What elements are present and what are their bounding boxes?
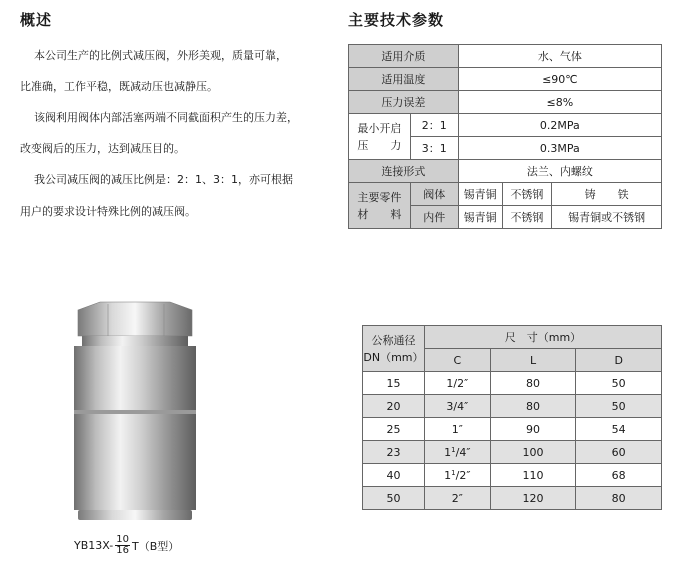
model-caption-frac-bottom: 16	[116, 545, 129, 556]
dim-d: 60	[576, 441, 662, 464]
dim-d: 68	[576, 464, 662, 487]
valve-base	[78, 510, 192, 520]
material-body-value-1: 锡青铜	[458, 183, 502, 206]
model-caption-suffix: T（B型）	[131, 539, 180, 553]
table-row	[363, 372, 662, 395]
dim-c-main: 1″	[451, 422, 463, 436]
valve-hex-top	[78, 302, 192, 336]
dim-header-dn	[363, 326, 425, 372]
param-label-materials-line1: 主要零件	[357, 190, 402, 204]
param-row-error	[349, 91, 662, 114]
dim-c-main: 2″	[451, 491, 463, 505]
intro-line-3: 该阀利用阀体内部活塞两端不同截面积产生的压力差，	[34, 111, 298, 124]
dim-dn: 25	[363, 418, 425, 441]
valve-seam	[74, 410, 196, 414]
intro-line-6: 用户的要求设计特殊比例的减压阀。	[20, 205, 196, 218]
param-label-temp: 适用温度	[349, 68, 459, 91]
valve-collar	[82, 336, 188, 346]
material-inner-value-3: 锡青铜或不锈钢	[552, 206, 662, 229]
param-row-temp	[349, 68, 662, 91]
param-value-connection: 法兰、内螺纹	[458, 160, 661, 183]
dim-col-c: C	[424, 349, 490, 372]
dim-c	[424, 441, 490, 464]
valve-product-image	[60, 300, 210, 522]
dim-c-main: 3/4″	[446, 399, 469, 413]
dim-l: 90	[490, 418, 576, 441]
param-value-temp: ≤90℃	[458, 68, 661, 91]
material-inner-label: 内件	[410, 206, 458, 229]
dim-d: 50	[576, 395, 662, 418]
dim-header-size: 尺 寸（mm）	[424, 326, 661, 349]
param-value-error: ≤8%	[458, 91, 661, 114]
dim-c-main: 1/2″	[446, 376, 469, 390]
material-body-label: 阀体	[410, 183, 458, 206]
dim-header-row-1	[363, 326, 662, 349]
params-heading: 主要技术参数	[348, 11, 445, 29]
dim-d: 50	[576, 372, 662, 395]
intro-line-5: 我公司减压阀的减压比例是：2：1、3：1，亦可根据	[34, 173, 293, 186]
dim-c-main: /2″	[455, 468, 471, 482]
material-inner-value-2: 不锈钢	[502, 206, 552, 229]
dim-c-pre: 1	[444, 445, 452, 459]
table-row	[363, 441, 662, 464]
model-caption-prefix: YB13X-	[74, 539, 114, 552]
param-row-connection	[349, 160, 662, 183]
intro-line-4: 改变阀后的压力，达到减压目的。	[20, 142, 185, 155]
dim-c	[424, 418, 490, 441]
dim-c-pre: 1	[444, 468, 452, 482]
param-label-min-open	[349, 114, 411, 160]
dim-c	[424, 372, 490, 395]
intro-line-1: 本公司生产的比例式减压阀，外形美观，质量可靠，	[34, 49, 287, 62]
params-table	[348, 44, 662, 229]
dim-d: 80	[576, 487, 662, 510]
param-ratio-1: 2：1	[410, 114, 458, 137]
dim-header-dn-line1: 公称通径	[371, 333, 416, 347]
intro-line-2: 比准确，工作平稳，既减动压也减静压。	[20, 80, 218, 93]
dim-d: 54	[576, 418, 662, 441]
dim-dn: 23	[363, 441, 425, 464]
dim-l: 120	[490, 487, 576, 510]
model-caption-frac-top: 10	[116, 534, 129, 545]
dim-c	[424, 487, 490, 510]
dim-c-sup: 1	[451, 468, 456, 477]
param-min-open-value-1: 0.2MPa	[458, 114, 661, 137]
material-inner-value-1: 锡青铜	[458, 206, 502, 229]
model-caption	[74, 535, 179, 556]
dim-c	[424, 395, 490, 418]
param-label-medium: 适用介质	[349, 45, 459, 68]
dim-col-d: D	[576, 349, 662, 372]
dim-l: 100	[490, 441, 576, 464]
dim-l: 110	[490, 464, 576, 487]
param-row-materials-body	[349, 183, 662, 206]
material-body-value-3: 铸 铁	[552, 183, 662, 206]
valve-upper-body	[74, 346, 196, 410]
table-row	[363, 487, 662, 510]
param-label-materials-line2: 材 料	[357, 207, 402, 221]
param-row-min-open-1	[349, 114, 662, 137]
dim-l: 80	[490, 395, 576, 418]
table-row	[363, 395, 662, 418]
param-label-min-open-line2: 压 力	[357, 138, 402, 152]
valve-lower-body	[74, 414, 196, 510]
param-label-materials	[349, 183, 411, 229]
table-row	[363, 464, 662, 487]
dim-dn: 40	[363, 464, 425, 487]
param-value-medium: 水、气体	[458, 45, 661, 68]
intro-heading: 概述	[20, 11, 53, 29]
dim-c-sup: 1	[451, 445, 456, 454]
param-ratio-2: 3：1	[410, 137, 458, 160]
material-body-value-2: 不锈钢	[502, 183, 552, 206]
dimensions-table	[362, 325, 662, 510]
dim-l: 80	[490, 372, 576, 395]
dim-c	[424, 464, 490, 487]
param-label-connection: 连接形式	[349, 160, 459, 183]
model-caption-fraction	[115, 535, 130, 556]
dim-c-main: /4″	[455, 445, 471, 459]
dim-dn: 15	[363, 372, 425, 395]
dim-header-dn-line2: DN（mm）	[363, 350, 424, 364]
dim-col-l: L	[490, 349, 576, 372]
param-label-min-open-line1: 最小开启	[357, 121, 402, 135]
param-min-open-value-2: 0.3MPa	[458, 137, 661, 160]
param-row-medium	[349, 45, 662, 68]
param-label-error: 压力误差	[349, 91, 459, 114]
dim-dn: 20	[363, 395, 425, 418]
table-row	[363, 418, 662, 441]
dim-dn: 50	[363, 487, 425, 510]
